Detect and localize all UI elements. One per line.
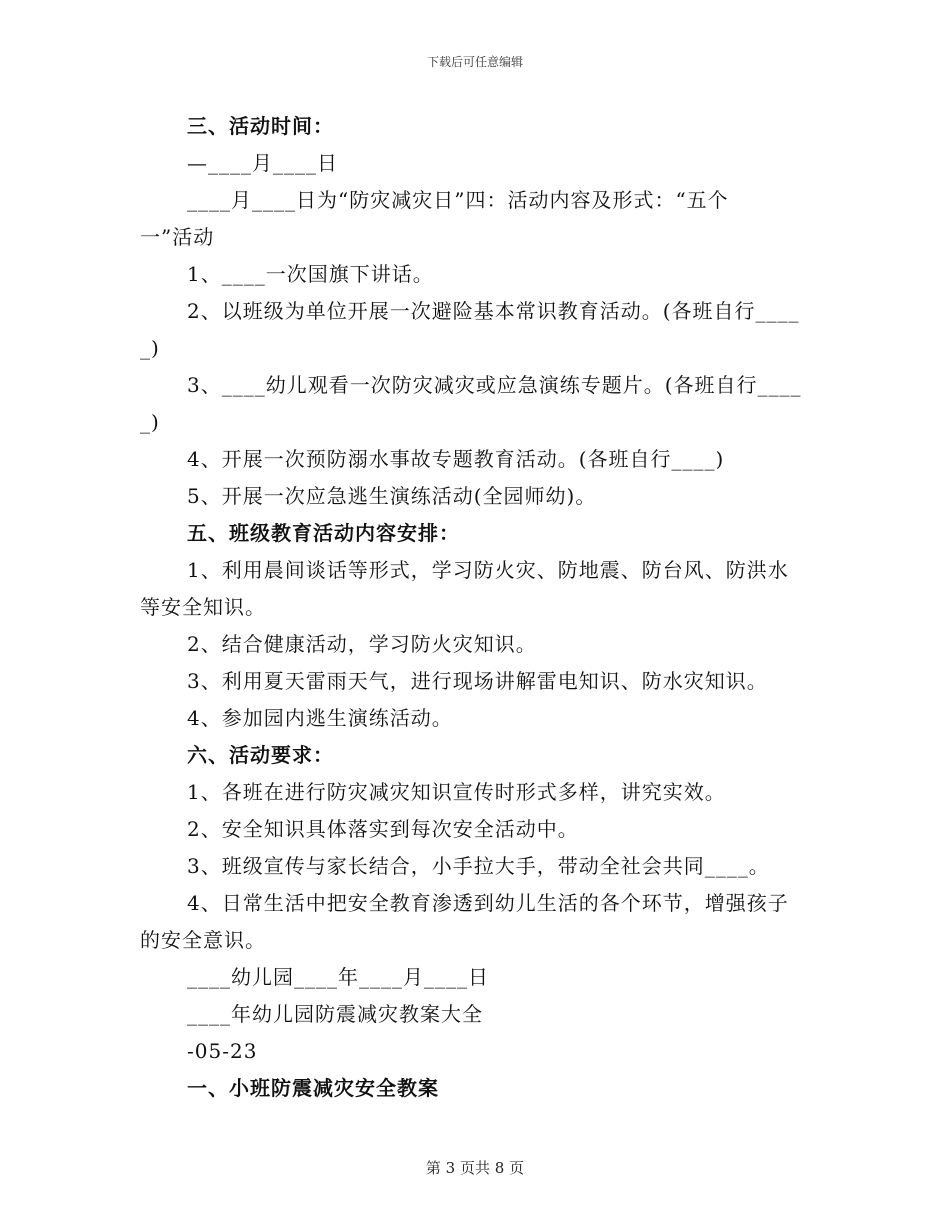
section-heading-lesson-plan: 一、小班防震减灾安全教案 — [187, 1076, 439, 1100]
list-item: 2、以班级为单位开展一次避险基本常识教育活动。(各班自行____ — [187, 299, 800, 323]
list-item-continuation: _) — [140, 410, 160, 434]
list-item: 1、利用晨间谈话等形式，学习防火灾、防地震、防台风、防洪水 — [187, 558, 789, 582]
signature-date-line: ____幼儿园____年____月____日 — [187, 965, 489, 989]
list-item: 1、____一次国旗下讲话。 — [187, 262, 434, 286]
date-line: -05-23 — [187, 1039, 258, 1063]
list-item: 1、各班在进行防灾减灾知识宣传时形式多样，讲究实效。 — [187, 780, 726, 804]
list-item: 5、开展一次应急逃生演练活动(全园师幼)。 — [187, 484, 597, 508]
document-body — [140, 108, 812, 1107]
list-item: 3、班级宣传与家长结合，小手拉大手，带动全社会共同____。 — [187, 854, 770, 878]
list-item: 4、参加园内逃生演练活动。 — [187, 706, 453, 730]
list-item-continuation: 等安全知识。 — [140, 595, 266, 619]
list-item: 3、____幼儿观看一次防灾减灾或应急演练专题片。(各班自行____ — [187, 373, 802, 397]
page-footer: 第 3 页共 8 页 — [425, 1159, 525, 1177]
list-item: 4、开展一次预防溺水事故专题教育活动。(各班自行____) — [187, 447, 725, 471]
section-heading-activity-time: 三、活动时间： — [187, 114, 334, 138]
paragraph-line: 一”活动 — [140, 225, 215, 249]
list-item: 2、安全知识具体落实到每次安全活动中。 — [187, 817, 579, 841]
list-item-continuation: _) — [140, 336, 160, 360]
list-item-continuation: 的安全意识。 — [140, 928, 266, 952]
section-heading-requirements: 六、活动要求： — [187, 743, 334, 767]
paragraph-line: ____月____日为“防灾减灾日”四：活动内容及形式：“五个 — [187, 188, 729, 212]
section-heading-class-activities: 五、班级教育活动内容安排： — [187, 521, 460, 545]
paragraph-line: —____月____日 — [187, 151, 338, 175]
list-item: 3、利用夏天雷雨天气，进行现场讲解雷电知识、防水灾知识。 — [187, 669, 768, 693]
document-title-line: ____年幼儿园防震减灾教案大全 — [187, 1002, 483, 1026]
page-header: 下载后可任意编辑 — [426, 55, 523, 69]
list-item: 4、日常生活中把安全教育渗透到幼儿生活的各个环节，增强孩子 — [187, 891, 789, 915]
list-item: 2、结合健康活动，学习防火灾知识。 — [187, 632, 537, 656]
